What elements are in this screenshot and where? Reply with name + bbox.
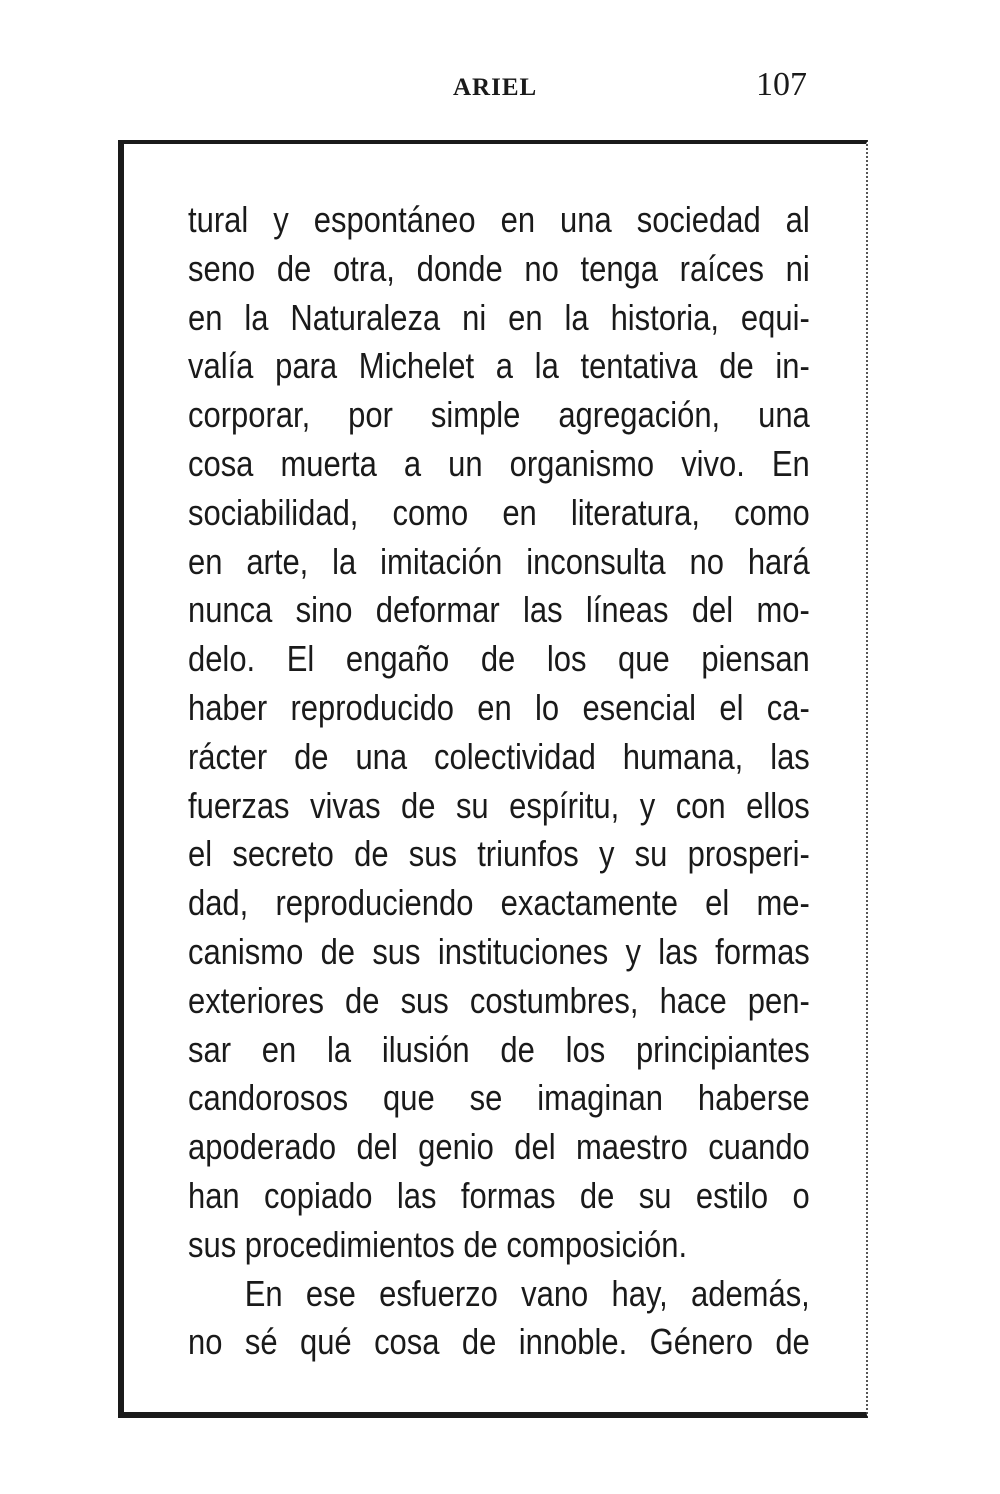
text-line: exteriores de sus costumbres, hace pen-: [188, 979, 810, 1021]
text-line: cosa muerta a un organismo vivo. En: [188, 442, 810, 484]
page-number: 107: [756, 66, 807, 103]
text-line: corporar, por simple agregación, una: [188, 394, 810, 436]
text-line: fuerzas vivas de su espíritu, y con ellos: [188, 784, 810, 826]
text-line: sociabilidad, como en literatura, como: [188, 491, 810, 533]
paragraph-start-line: En ese esfuerzo vano hay, además,: [244, 1272, 810, 1314]
body-text: [188, 196, 810, 1367]
running-header-title: ARIEL: [453, 74, 538, 101]
text-line: tural y espontáneo en una sociedad al: [188, 199, 810, 240]
text-line: dad, reproduciendo exactamente el me-: [188, 882, 810, 924]
text-line: delo. El engaño de los que piensan: [188, 638, 810, 680]
text-line: seno de otra, donde no tenga raíces ni: [188, 247, 810, 289]
text-line: apoderado del genio del maestro cuando: [188, 1126, 810, 1168]
text-line: nunca sino deformar las líneas del mo-: [188, 589, 810, 631]
text-line: canismo de sus instituciones y las formas: [188, 930, 810, 972]
text-line: no sé qué cosa de innoble. Género de: [188, 1321, 810, 1363]
text-line: valía para Michelet a la tentativa de in-: [188, 345, 810, 387]
text-line: en arte, la imitación inconsulta no hará: [188, 540, 810, 582]
text-line: han copiado las formas de su estilo o: [188, 1174, 810, 1216]
text-line: candorosos que se imaginan haberse: [188, 1077, 810, 1119]
text-line: en la Naturaleza ni en la historia, equi-: [188, 296, 810, 338]
text-line: rácter de una colectividad humana, las: [188, 735, 810, 777]
text-line: el secreto de sus triunfos y su prosperi-: [188, 833, 810, 875]
text-line: sar en la ilusión de los principiantes: [188, 1028, 810, 1070]
paragraph-end-line: sus procedimientos de composición.: [188, 1223, 688, 1265]
text-line: haber reproducido en lo esencial el ca-: [188, 686, 810, 728]
